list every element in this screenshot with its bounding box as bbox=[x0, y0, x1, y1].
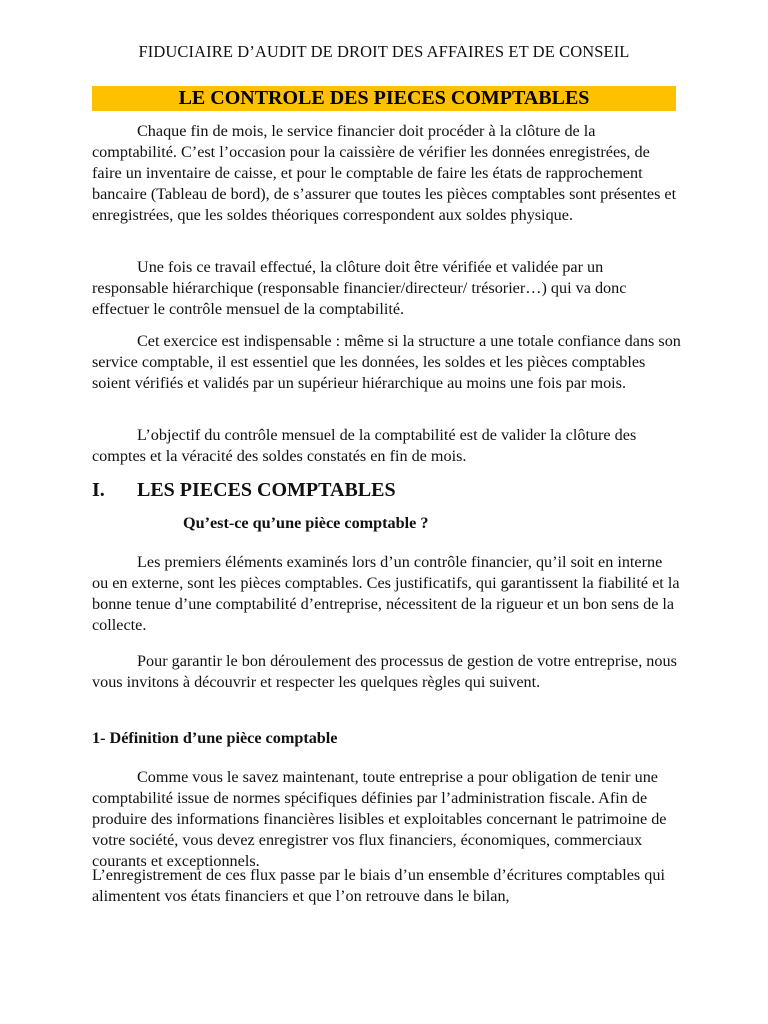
intro-paragraph-1: Chaque fin de mois, le service financier doit procéder à la clôture de la comptabilité. C’est l’occasion pour la caissière de vérifier les données enregistrées, de faire un inventaire de caisse, et pour le comptable de faire les états de rapprochement bancaire (Tableau de bord), de s’assurer que toutes les pièces comptables sont présentes et enregistrées, que les soldes théoriques correspondent aux soldes physique. bbox=[92, 122, 677, 224]
firm-header: FIDUCIAIRE D’AUDIT DE DROIT DES AFFAIRES ET DE CONSEIL bbox=[138, 42, 630, 61]
section-subtitle: Qu’est-ce qu’une pièce comptable ? bbox=[183, 514, 429, 532]
section-paragraph-1: Les premiers éléments examinés lors d’un contrôle financier, qu’il soit en interne ou en externe, sont les pièces comptables. Ces justificatifs, qui garantissent la fiabilité et la bonne tenue d’une comptabilité d’entreprise, nécessitent de la rigueur et un bon sens de la collecte. bbox=[92, 553, 680, 634]
intro-paragraph-3: Cet exercice est indispensable : même si la structure a une totale confiance dans son service comptable, il est essentiel que les données, les soldes et les pièces comptables soient vérifiés et validés par un supérieur hiérarchique au moins une fois par mois. bbox=[92, 332, 681, 392]
title-highlight bbox=[92, 86, 676, 111]
definition-heading: 1- Définition d’une pièce comptable bbox=[92, 729, 338, 747]
intro-paragraph-2: Une fois ce travail effectué, la clôture doit être vérifiée et validée par un responsable hiérarchique (responsable financier/directeur/ trésorier…) qui va donc effectuer le contrôle mensuel de la comptabilité. bbox=[92, 258, 627, 318]
section-heading bbox=[92, 477, 396, 503]
intro-paragraph-4: L’objectif du contrôle mensuel de la comptabilité est de valider la clôture des comptes et la véracité des soldes constatés en fin de mois. bbox=[92, 426, 637, 465]
document-title: LE CONTROLE DES PIECES COMPTABLES bbox=[178, 87, 590, 109]
definition-paragraph-2: L’enregistrement de ces flux passe par le biais d’un ensemble d’écritures comptables qui alimentent vos états financiers et que l’on retrouve dans le bilan, bbox=[92, 866, 665, 905]
section-number: I. bbox=[92, 479, 105, 501]
section-title: LES PIECES COMPTABLES bbox=[137, 479, 396, 501]
section-paragraph-2: Pour garantir le bon déroulement des processus de gestion de votre entreprise, nous vous invitons à découvrir et respecter les quelques règles qui suivent. bbox=[92, 652, 677, 691]
definition-paragraph-1: Comme vous le savez maintenant, toute entreprise a pour obligation de tenir une comptabilité issue de normes spécifiques définies par l’administration fiscale. Afin de produire des informations financières lisibles et exploitables concernant le patrimoine de votre société, vous devez enregistrer vos flux financiers, économiques, commerciaux courants et exceptionnels. bbox=[92, 768, 667, 870]
